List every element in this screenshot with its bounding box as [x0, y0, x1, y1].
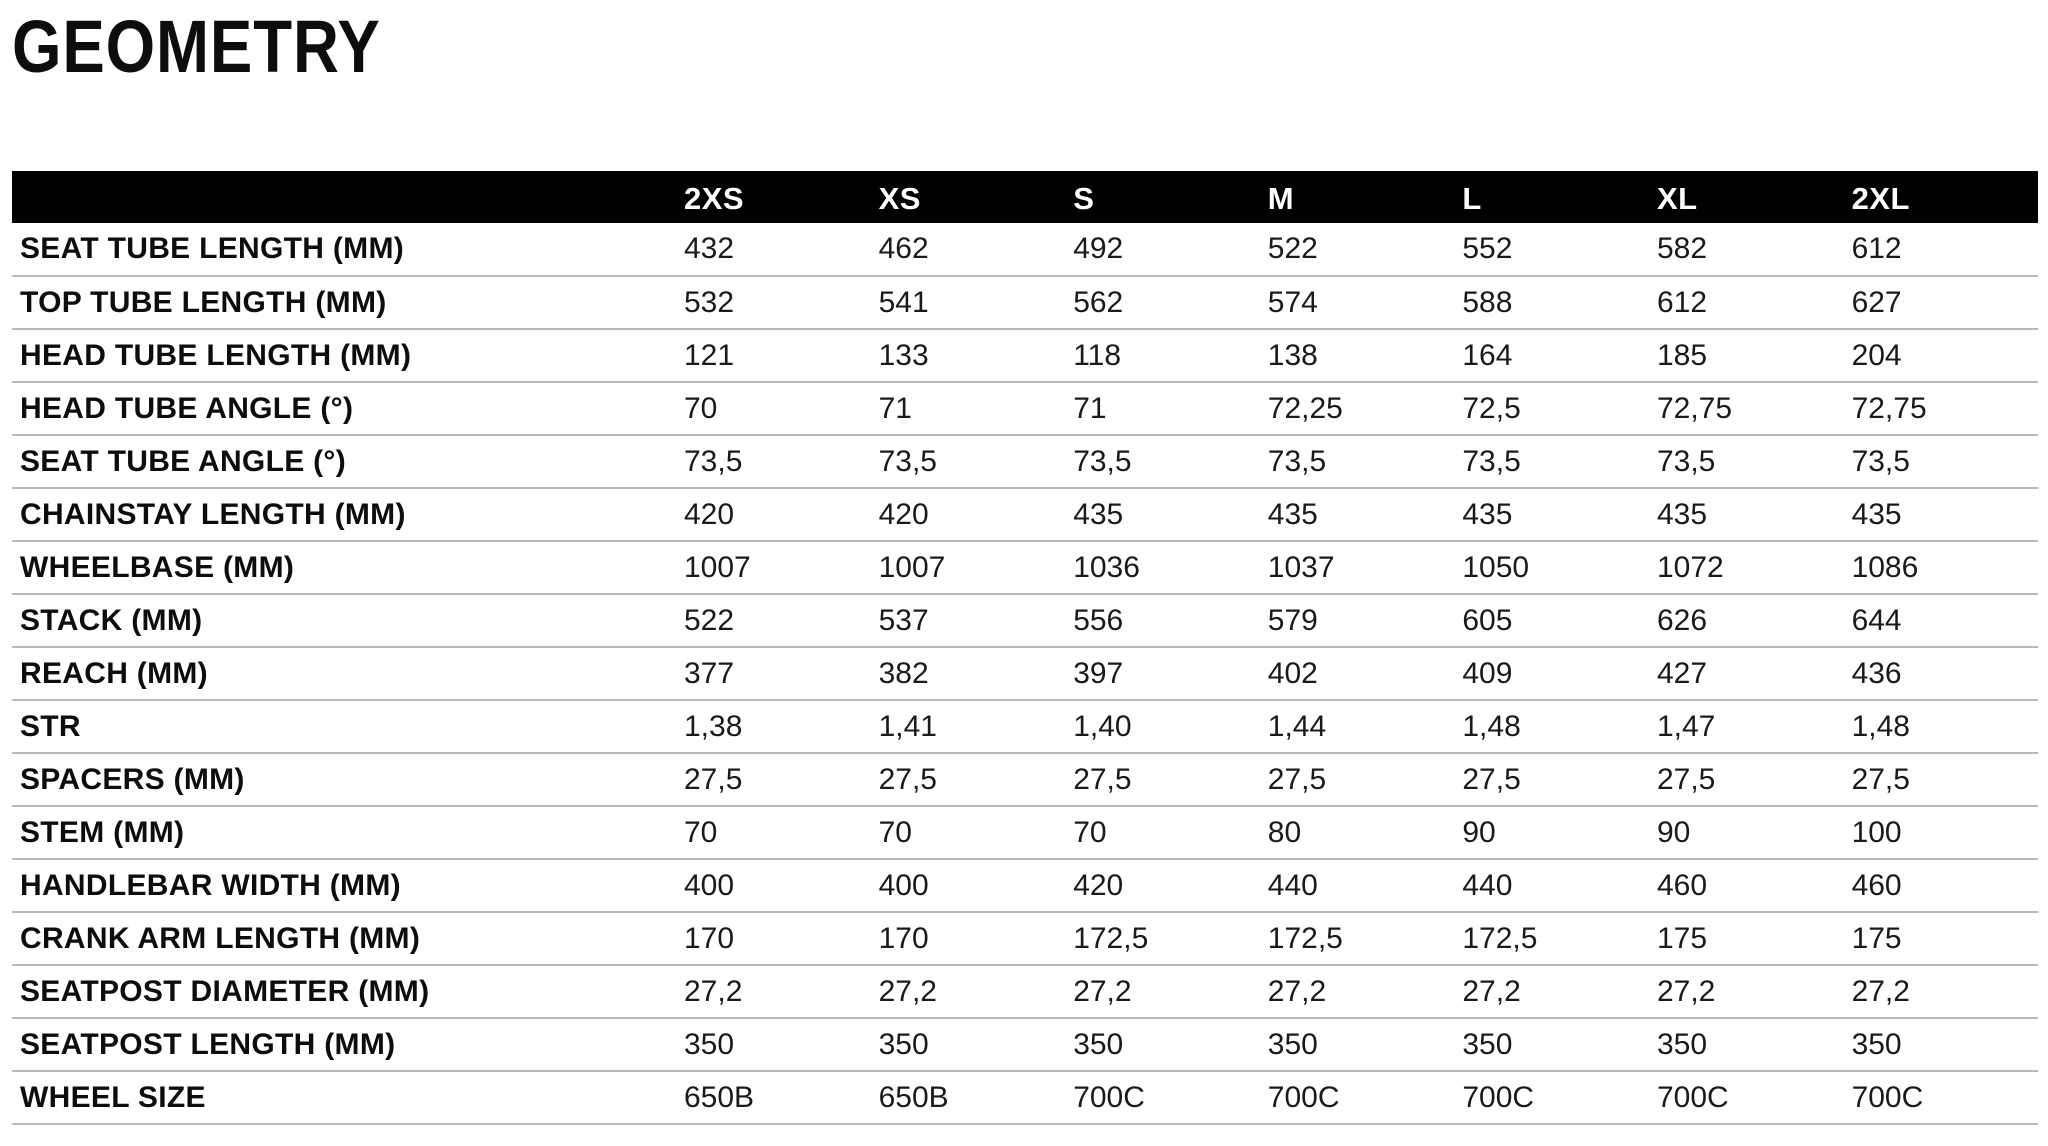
cell-s: 420	[1065, 859, 1260, 912]
cell-l: 409	[1454, 647, 1649, 700]
cell-xs: 71	[871, 382, 1066, 435]
cell-s: 1036	[1065, 541, 1260, 594]
cell-2xs: 121	[676, 329, 871, 382]
cell-2xl: 612	[1844, 223, 2039, 276]
cell-2xs: 522	[676, 594, 871, 647]
cell-xl: 350	[1649, 1018, 1844, 1071]
cell-2xl: 73,5	[1844, 435, 2039, 488]
cell-xs: 1,41	[871, 700, 1066, 753]
cell-2xs: 400	[676, 859, 871, 912]
cell-m: 73,5	[1260, 435, 1455, 488]
row-label: TOP TUBE LENGTH (MM)	[12, 276, 676, 329]
cell-2xl: 627	[1844, 276, 2039, 329]
cell-l: 700C	[1454, 1071, 1649, 1124]
header-size-s: S	[1073, 181, 1095, 216]
cell-xl: 90	[1649, 806, 1844, 859]
cell-l: 164	[1454, 329, 1649, 382]
cell-s: 397	[1065, 647, 1260, 700]
cell-2xs: 532	[676, 276, 871, 329]
cell-s: 562	[1065, 276, 1260, 329]
cell-xs: 27,2	[871, 965, 1066, 1018]
table-row	[12, 1071, 2038, 1124]
cell-xs: 541	[871, 276, 1066, 329]
cell-2xl: 204	[1844, 329, 2039, 382]
header-size-xl: XL	[1656, 181, 1698, 216]
cell-2xs: 70	[676, 382, 871, 435]
cell-2xs: 27,2	[676, 965, 871, 1018]
cell-l: 172,5	[1454, 912, 1649, 965]
cell-2xl: 1,48	[1844, 700, 2039, 753]
cell-xs: 462	[871, 223, 1066, 276]
cell-2xl: 27,5	[1844, 753, 2039, 806]
cell-m: 579	[1260, 594, 1455, 647]
cell-xl: 27,5	[1649, 753, 1844, 806]
cell-xs: 650B	[871, 1071, 1066, 1124]
cell-m: 1037	[1260, 541, 1455, 594]
cell-xl: 72,75	[1649, 382, 1844, 435]
cell-2xl: 100	[1844, 806, 2039, 859]
cell-s: 492	[1065, 223, 1260, 276]
cell-xl: 427	[1649, 647, 1844, 700]
cell-l: 1050	[1454, 541, 1649, 594]
cell-xs: 27,5	[871, 753, 1066, 806]
cell-xl: 700C	[1649, 1071, 1844, 1124]
cell-2xs: 1007	[676, 541, 871, 594]
cell-2xs: 377	[676, 647, 871, 700]
cell-s: 71	[1065, 382, 1260, 435]
row-label: STR	[12, 700, 676, 753]
cell-l: 588	[1454, 276, 1649, 329]
cell-m: 1,44	[1260, 700, 1455, 753]
cell-2xs: 27,5	[676, 753, 871, 806]
cell-2xl: 1086	[1844, 541, 2039, 594]
table-row	[12, 276, 2038, 329]
cell-2xl: 175	[1844, 912, 2039, 965]
cell-xs: 420	[871, 488, 1066, 541]
cell-l: 552	[1454, 223, 1649, 276]
cell-2xl: 435	[1844, 488, 2039, 541]
row-label: HEAD TUBE LENGTH (MM)	[12, 329, 676, 382]
geometry-table	[12, 171, 2038, 1125]
cell-s: 700C	[1065, 1071, 1260, 1124]
cell-m: 574	[1260, 276, 1455, 329]
row-label: SEATPOST LENGTH (MM)	[12, 1018, 676, 1071]
cell-2xs: 1,38	[676, 700, 871, 753]
cell-m: 350	[1260, 1018, 1455, 1071]
cell-m: 700C	[1260, 1071, 1455, 1124]
cell-xl: 175	[1649, 912, 1844, 965]
cell-l: 440	[1454, 859, 1649, 912]
row-label: REACH (MM)	[12, 647, 676, 700]
cell-xl: 626	[1649, 594, 1844, 647]
cell-m: 172,5	[1260, 912, 1455, 965]
cell-2xs: 432	[676, 223, 871, 276]
row-label: SPACERS (MM)	[12, 753, 676, 806]
cell-s: 73,5	[1065, 435, 1260, 488]
table-row	[12, 700, 2038, 753]
cell-xl: 612	[1649, 276, 1844, 329]
cell-xl: 582	[1649, 223, 1844, 276]
cell-2xl: 436	[1844, 647, 2039, 700]
row-label: SEAT TUBE LENGTH (MM)	[12, 223, 676, 276]
cell-l: 27,2	[1454, 965, 1649, 1018]
cell-xl: 73,5	[1649, 435, 1844, 488]
row-label: HEAD TUBE ANGLE (°)	[12, 382, 676, 435]
cell-xs: 537	[871, 594, 1066, 647]
cell-s: 350	[1065, 1018, 1260, 1071]
cell-s: 435	[1065, 488, 1260, 541]
cell-s: 172,5	[1065, 912, 1260, 965]
cell-2xs: 170	[676, 912, 871, 965]
table-row	[12, 912, 2038, 965]
row-label: SEAT TUBE ANGLE (°)	[12, 435, 676, 488]
cell-xl: 460	[1649, 859, 1844, 912]
cell-m: 402	[1260, 647, 1455, 700]
cell-m: 80	[1260, 806, 1455, 859]
cell-xs: 382	[871, 647, 1066, 700]
table-row	[12, 965, 2038, 1018]
table-row	[12, 435, 2038, 488]
table-row	[12, 1018, 2038, 1071]
row-label: SEATPOST DIAMETER (MM)	[12, 965, 676, 1018]
cell-l: 350	[1454, 1018, 1649, 1071]
cell-xl: 27,2	[1649, 965, 1844, 1018]
row-label: WHEEL SIZE	[12, 1071, 676, 1124]
row-label: STACK (MM)	[12, 594, 676, 647]
cell-xs: 1007	[871, 541, 1066, 594]
cell-s: 1,40	[1065, 700, 1260, 753]
row-label: CHAINSTAY LENGTH (MM)	[12, 488, 676, 541]
row-label: STEM (MM)	[12, 806, 676, 859]
cell-xl: 435	[1649, 488, 1844, 541]
cell-xl: 1,47	[1649, 700, 1844, 753]
header-label-cell	[12, 171, 676, 223]
cell-xs: 133	[871, 329, 1066, 382]
cell-2xl: 72,75	[1844, 382, 2039, 435]
cell-2xl: 27,2	[1844, 965, 2039, 1018]
cell-xl: 185	[1649, 329, 1844, 382]
cell-2xs: 70	[676, 806, 871, 859]
cell-xs: 350	[871, 1018, 1066, 1071]
cell-2xs: 73,5	[676, 435, 871, 488]
table-header-row	[12, 171, 2038, 223]
cell-s: 27,5	[1065, 753, 1260, 806]
cell-m: 27,5	[1260, 753, 1455, 806]
header-size-m: M	[1267, 181, 1295, 216]
cell-m: 522	[1260, 223, 1455, 276]
cell-s: 118	[1065, 329, 1260, 382]
cell-l: 27,5	[1454, 753, 1649, 806]
table-row	[12, 488, 2038, 541]
cell-2xl: 644	[1844, 594, 2039, 647]
table-row	[12, 382, 2038, 435]
cell-m: 72,25	[1260, 382, 1455, 435]
cell-2xs: 420	[676, 488, 871, 541]
cell-xl: 1072	[1649, 541, 1844, 594]
cell-l: 90	[1454, 806, 1649, 859]
header-size-2xs: 2XS	[684, 181, 745, 216]
cell-xs: 400	[871, 859, 1066, 912]
table-row	[12, 753, 2038, 806]
cell-m: 27,2	[1260, 965, 1455, 1018]
cell-s: 556	[1065, 594, 1260, 647]
cell-2xs: 350	[676, 1018, 871, 1071]
cell-xs: 70	[871, 806, 1066, 859]
table-row	[12, 647, 2038, 700]
cell-l: 1,48	[1454, 700, 1649, 753]
header-size-2xl: 2XL	[1851, 181, 1910, 216]
header-size-l: L	[1462, 181, 1482, 216]
cell-l: 72,5	[1454, 382, 1649, 435]
cell-l: 73,5	[1454, 435, 1649, 488]
table-row	[12, 859, 2038, 912]
page-title: GEOMETRY	[12, 5, 381, 88]
table-row	[12, 329, 2038, 382]
cell-2xs: 650B	[676, 1071, 871, 1124]
row-label: WHEELBASE (MM)	[12, 541, 676, 594]
cell-m: 138	[1260, 329, 1455, 382]
cell-s: 27,2	[1065, 965, 1260, 1018]
cell-2xl: 700C	[1844, 1071, 2039, 1124]
table-row	[12, 594, 2038, 647]
table-row	[12, 806, 2038, 859]
cell-l: 605	[1454, 594, 1649, 647]
cell-s: 70	[1065, 806, 1260, 859]
table-row	[12, 223, 2038, 276]
cell-l: 435	[1454, 488, 1649, 541]
row-label: HANDLEBAR WIDTH (MM)	[12, 859, 676, 912]
row-label: CRANK ARM LENGTH (MM)	[12, 912, 676, 965]
table-body	[12, 223, 2038, 1124]
cell-xs: 73,5	[871, 435, 1066, 488]
cell-2xl: 350	[1844, 1018, 2039, 1071]
cell-xs: 170	[871, 912, 1066, 965]
table-row	[12, 541, 2038, 594]
header-size-xs: XS	[878, 181, 921, 216]
cell-m: 440	[1260, 859, 1455, 912]
cell-2xl: 460	[1844, 859, 2039, 912]
cell-m: 435	[1260, 488, 1455, 541]
